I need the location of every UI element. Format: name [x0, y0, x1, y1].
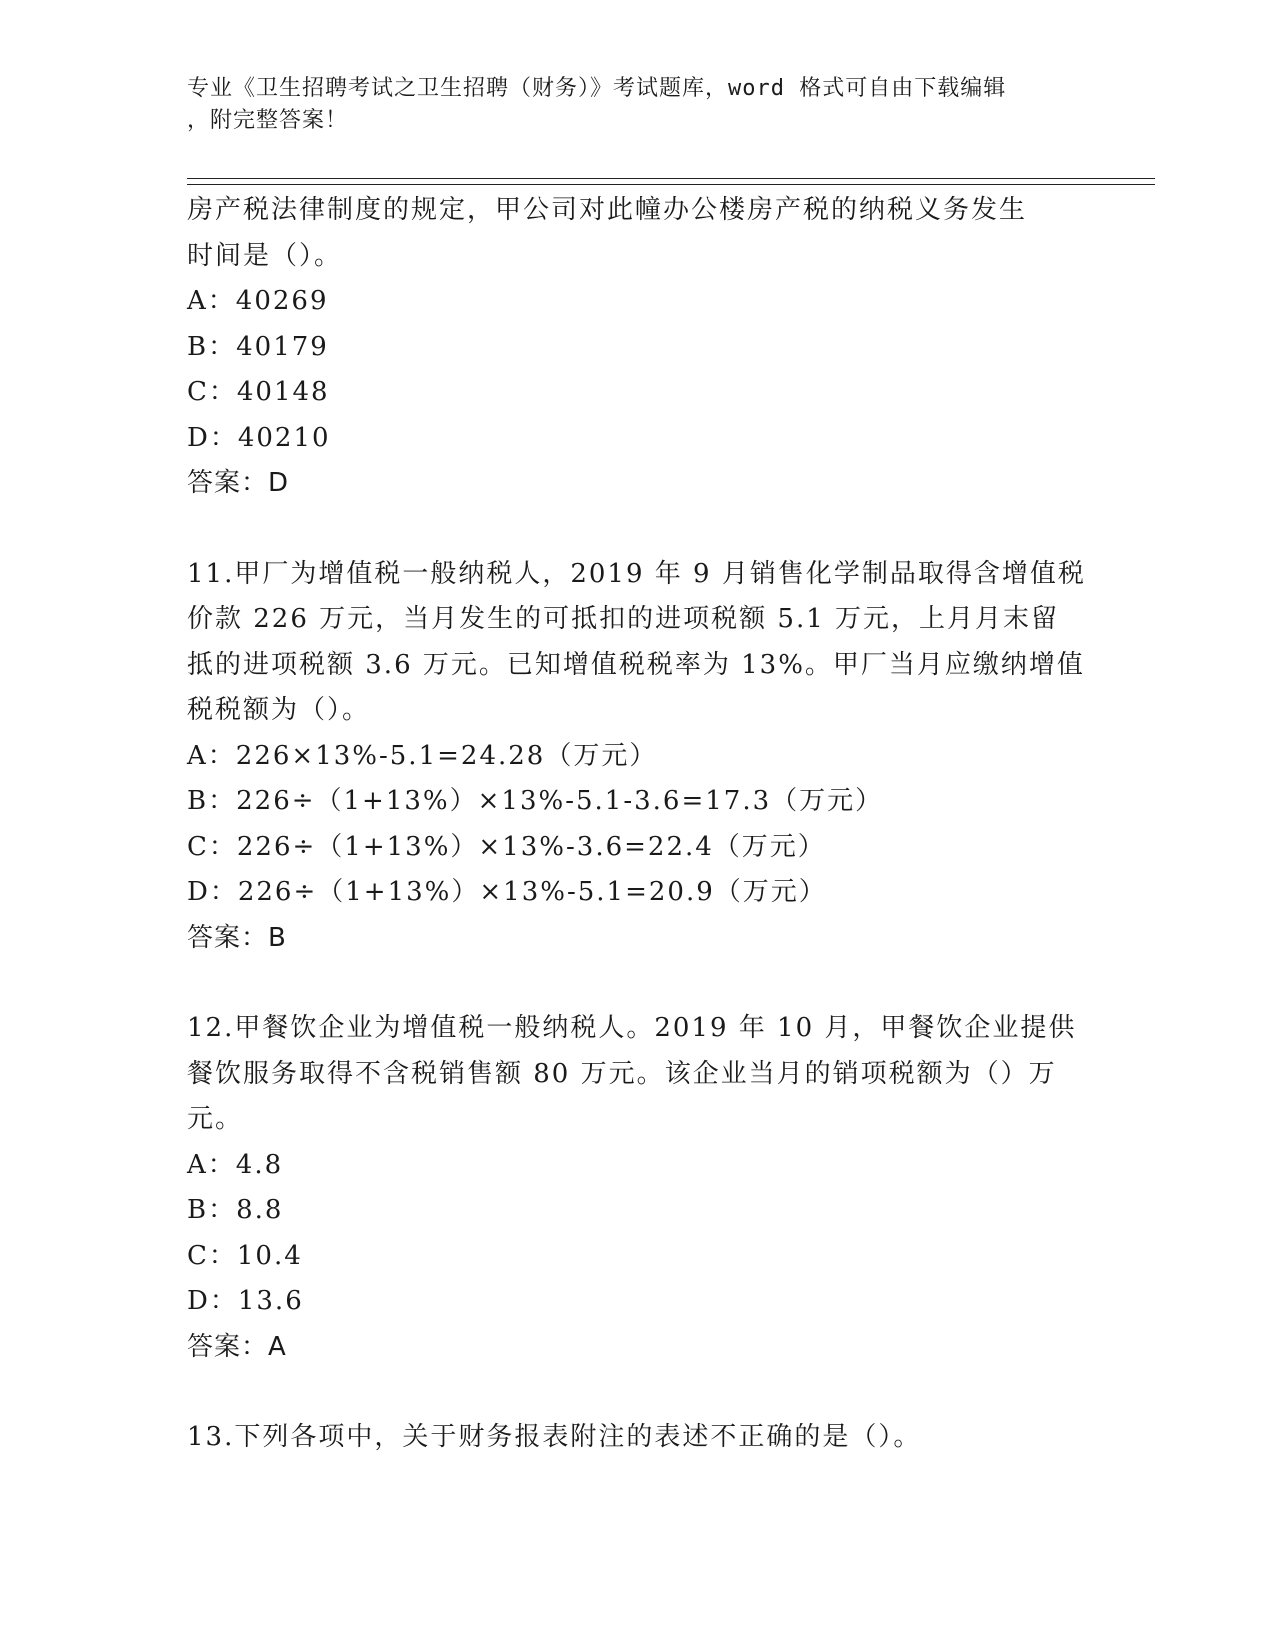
question-text-line: 抵的进项税额 3.6 万元。已知增值税税率为 13%。甲厂当月应缴纳增值	[187, 649, 1085, 680]
question-spacer	[187, 1370, 1087, 1415]
option-c: C：10.4	[187, 1240, 303, 1271]
question-12	[187, 1006, 1087, 1370]
question-spacer	[187, 507, 1087, 552]
answer-line: 答案：A	[187, 1331, 287, 1362]
question-text-line: 12.甲餐饮企业为增值税一般纳税人。2019 年 10 月，甲餐饮企业提供	[187, 1013, 1077, 1043]
question-content	[187, 188, 1087, 1461]
option-b: B：8.8	[187, 1195, 284, 1225]
question-spacer	[187, 961, 1087, 1006]
question-11	[187, 552, 1087, 962]
header-divider-top	[187, 178, 1155, 179]
question-text-line: 元。	[187, 1104, 244, 1134]
answer-line: 答案：B	[187, 922, 287, 953]
answer-line: 答案：D	[187, 468, 290, 498]
question-10	[187, 188, 1087, 507]
question-text-line: 价款 226 万元，当月发生的可抵扣的进项税额 5.1 万元，上月月末留	[187, 604, 1060, 634]
option-a: A：40269	[187, 286, 329, 316]
header-line-2: ，附完整答案！	[187, 108, 349, 133]
option-b: B：226÷（1+13%）×13%-5.1-3.6=17.3（万元）	[187, 786, 884, 816]
question-13	[187, 1415, 1087, 1461]
option-d: D：40210	[187, 422, 331, 453]
option-d: D：13.6	[187, 1286, 304, 1316]
option-a: A：226×13%-5.1=24.28（万元）	[187, 740, 658, 771]
header-divider-bottom	[187, 184, 1155, 185]
option-a: A：4.8	[187, 1149, 284, 1180]
question-text-line: 房产税法律制度的规定，甲公司对此幢办公楼房产税的纳税义务发生	[187, 195, 1028, 225]
option-c: C：226÷（1+13%）×13%-3.6=22.4（万元）	[187, 831, 826, 862]
question-text-line: 税税额为（）。	[187, 695, 371, 725]
question-text-line: 13.下列各项中，关于财务报表附注的表述不正确的是（）。	[187, 1422, 922, 1452]
option-c: C：40148	[187, 377, 330, 407]
page-header	[187, 73, 1087, 137]
option-b: B：40179	[187, 331, 329, 362]
question-text-line: 时间是（）。	[187, 240, 343, 271]
question-text-line: 11.甲厂为增值税一般纳税人，2019 年 9 月销售化学制品取得含增值税	[187, 558, 1086, 589]
question-text-line: 餐饮服务取得不含税销售额 80 万元。该企业当月的销项税额为（）万	[187, 1058, 1057, 1089]
header-line-1: 专业《卫生招聘考试之卫生招聘（财务）》考试题库，word 格式可自由下载编辑	[187, 76, 1007, 101]
option-d: D：226÷（1+13%）×13%-5.1=20.9（万元）	[187, 877, 827, 907]
